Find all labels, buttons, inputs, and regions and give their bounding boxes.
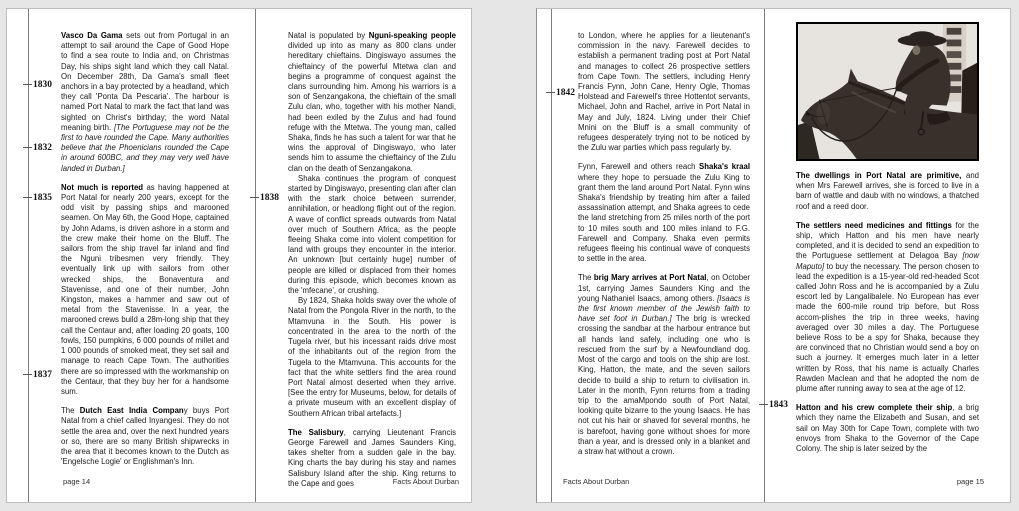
timeline-year: 1837 — [33, 370, 52, 380]
paragraph: to London, where he applies for a lieutenant's commission in the navy. Farewell decides to establish a permanent trading post at Port Natal and manages to collect 26 prospective settlers from Cape Town. The settlers, including Henry Francis Fynn, John Cane, Henry Ogle, Thomas Holstead and Farewell's three Hottentot servants, Michael, John and Rachel, arrive in Port Natal in May and July, 1824. Living under their Chief Mnini on the Bluff is a small community of refugees desperately trying not to be noticed by the Zulu war parties which pass regularly by. — [578, 31, 750, 153]
paragraph: Hatton and his crew complete their ship, a brig which they name the Elizabeth and Susan, and set sail on May 30th for Cape Town, complete with two envoys from Shaka to the Governor of the Cape Colony. The ship is later seized by the — [796, 403, 980, 454]
timeline-year: 1843 — [769, 400, 788, 410]
paragraph: The brig Mary arrives at Port Natal, on October 1st, carrying James Saunders King and the young Nathaniel Isaacs, among others. [Isaacs is the first known member of the Jewish faith to have set foot in Durban.] The brig is wrecked crossing the sandbar at the harbour entrance but all hands land safely, including one who is rescued from the surf by a Newfoundland dog. Most of the cargo and tools on the ship are lost. King, Hatton, the mate, and the seven sailors decide to build a ship to return to civilisation in. Later in the month, Fynn returns from a trading trip to the amaMpondo south of Port Natal, looking quite bizarre to the young Isaacs. He has not cut his hair or shaved for several months, he is barefoot, having gone without shoes for more than a year, and is dressed only in a blanket and a straw hat without a crown. — [578, 273, 751, 456]
text-column-1 — [61, 31, 229, 467]
paragraph: Not much is reported as having happened at Port Natal for nearly 200 years, except for the odd visit by passing ships and marooned seamen. On May 6th, the Good Hope, captained by John Adams, is driven ashore in a storm and the crew make their home on the Bluff. The sailors from the ship travel far inland and find the Nguni tribesmen very friendly. They eventually link up with sailors from other wrecked ships, the Bonaventura and Stavenisse, and one of their number, John Kingston, makes a hammer and saw out of metal from the Stavenisse. In a year, the marooned crews build a 28m-long ship that they call the Centaur and, after loading 20 goats, 100 fowls, 150 pumpkins, 6 000 pounds of millet and 1 000 pounds of smoked meat, they set sail and manage to reach Cape Town. The authorities there are so impressed with the workmanship on the Centaur, that they buy her for a handsome sum. — [61, 182, 229, 396]
paragraph: The Salisbury, carrying Lieutenant Francis George Farewell and James Saunders King, takes shelter from a sudden gale in the bay. King charts the bay during his stay and names Salisbury Island after the ship. King returns to the Cape and goes — [288, 427, 457, 488]
running-footer-title: Facts About Durban — [392, 477, 459, 486]
timeline-rule-left-margin — [28, 9, 29, 502]
page-number: page 15 — [956, 477, 984, 486]
text-column-3 — [578, 31, 750, 457]
timeline-year: 1835 — [33, 193, 52, 203]
timeline-year: 1842 — [556, 88, 575, 98]
timeline-year: 1838 — [260, 193, 279, 203]
paragraph: Shaka continues the program of conquest started by Dingiswayo, presenting clan after clan with the stark choice between surrender, annihilation, or headlong flight out of the region. A wave of conflict spreads outwards from Natal over much of Southern Africa, as the people fleeing Shaka come into violent competition for land with groups they encounter in the interior. An unknown [but certainly huge] number of people are killed or displaced from their homes during this episode, which becomes known as the 'mfecane', or crushing. — [288, 173, 456, 296]
equestrian-statue-illustration — [798, 24, 977, 159]
left-page — [6, 8, 472, 503]
timeline-year: 1832 — [33, 143, 52, 153]
running-footer-title: Facts About Durban — [563, 477, 630, 486]
page-number: page 14 — [63, 477, 91, 486]
paragraph: Natal is populated by Nguni-speaking people divided up into as many as 800 clans under hereditary chieftains. Dingiswayo assumes the chieftaincy of the powerful Mtetwa clan and begins a programme of conquest against the clans surrounding him. Among his warriors is a son of Senzangakona, the chieftain of the small Zulu clan, who, together with his mother Nandi, had been exiled by the Zulus and had found refuge with the Mtetwa. The young man, called Shaka, finds he has such a talent for war that he wins the approval of Dingiswayo, who later sends him to assume the chieftaincy of the Zulu clan on the death of Senzangakona. — [288, 31, 457, 173]
timeline-year: 1830 — [33, 80, 52, 90]
text-column-4 — [796, 171, 979, 454]
paragraph: Fynn, Farewell and others reach Shaka's kraal where they hope to persuade the Zulu King to grant them the land around Port Natal. Fynn wins Shaka's friendship by treating him after a failed assassination attempt, and Shaka agrees to cede the land stretching from 25 miles north of the port to 10 miles south and 100 miles inland to F.G. Farewell and Company. Shaka even permits refugees fleeing his continual wave of conquests to settle in the area. — [578, 162, 750, 264]
timeline-rule-left-inner — [255, 9, 256, 502]
paragraph: Vasco Da Gama sets out from Portugal in an attempt to sail around the Cape of Good Hope to find a sea route to India and, on Christmas Day, his ships sight land which they call Natal. On December 28th, Da Gama's small fleet anchors in a bay protected by a headland, which they call 'Ponta Da Pescaria'. The harbour is named Port Natal to mark the fact that land was sighted on Christ's birthday; the word Natal meaning birth. [The Portuguese may not be the first to have rounded the Cape. Many authorities believe that the Phoenicians rounded the Cape in around 600BC, and they may very well have landed in Durban.] — [61, 31, 230, 173]
paragraph: The dwellings in Port Natal are primitive, and when Mrs Farewell arrives, she is forced to live in a barn of wattle and daub with no windows, a thatched roof and a reed door. — [796, 171, 979, 211]
paragraph: The settlers need medicines and fittings for the ship, which Hatton and his men have nearly completed, and it is decided to send an expedition to the Portuguese settlement at Delagoa Bay [now Maputo] to buy the necessary. The person chosen to lead the expedition is a 15-year-old red-headed Scot called John Ross and he is accompanied by a Zulu escort led by Langalibalele. No European has ever made the 600-mile round trip before, but Ross accom-plishes the trip in three weeks, having averaged over 30 miles a day. The Portuguese believe Ross to be a spy for Shaka, because they are convinced that no Christian would send a boy on such a journey. It emerges much later in a letter written by Ross, that his name is actually Charles Rawden Maclean and that he adopted the nom de plume after running away to sea at the age of 12. — [796, 220, 980, 394]
timeline-rule-right-inner — [764, 9, 765, 502]
text-column-2 — [288, 31, 456, 489]
paragraph: By 1824, Shaka holds sway over the whole of Natal from the Pongola River in the north, to the Mtamvuna in the South. His power is concentrated in the area to the north of the Tugela river, but his incessant raids drive most of the inhabitants out of the region from the Tugela to the Mtamvuna. This accounts for the fact that the white settlers find the area round Port Natal almost deserted when they arrive. [See the entry for Museums, below, for details of a private museum with an excellent display of Southern African tribal artefacts.] — [288, 296, 456, 418]
paragraph: The Dutch East India Company buys Port Natal from a chief called Inyangesi. They do not settle the area and, over the next hundred years or so, there are so many British shipwrecks in the area that it becomes known to the Dutch as 'Engelsche Logie' or Englishman's Inn. — [61, 406, 229, 467]
right-page — [536, 8, 1011, 503]
equestrian-statue-photo — [796, 22, 979, 161]
timeline-rule-right-margin — [551, 9, 552, 502]
